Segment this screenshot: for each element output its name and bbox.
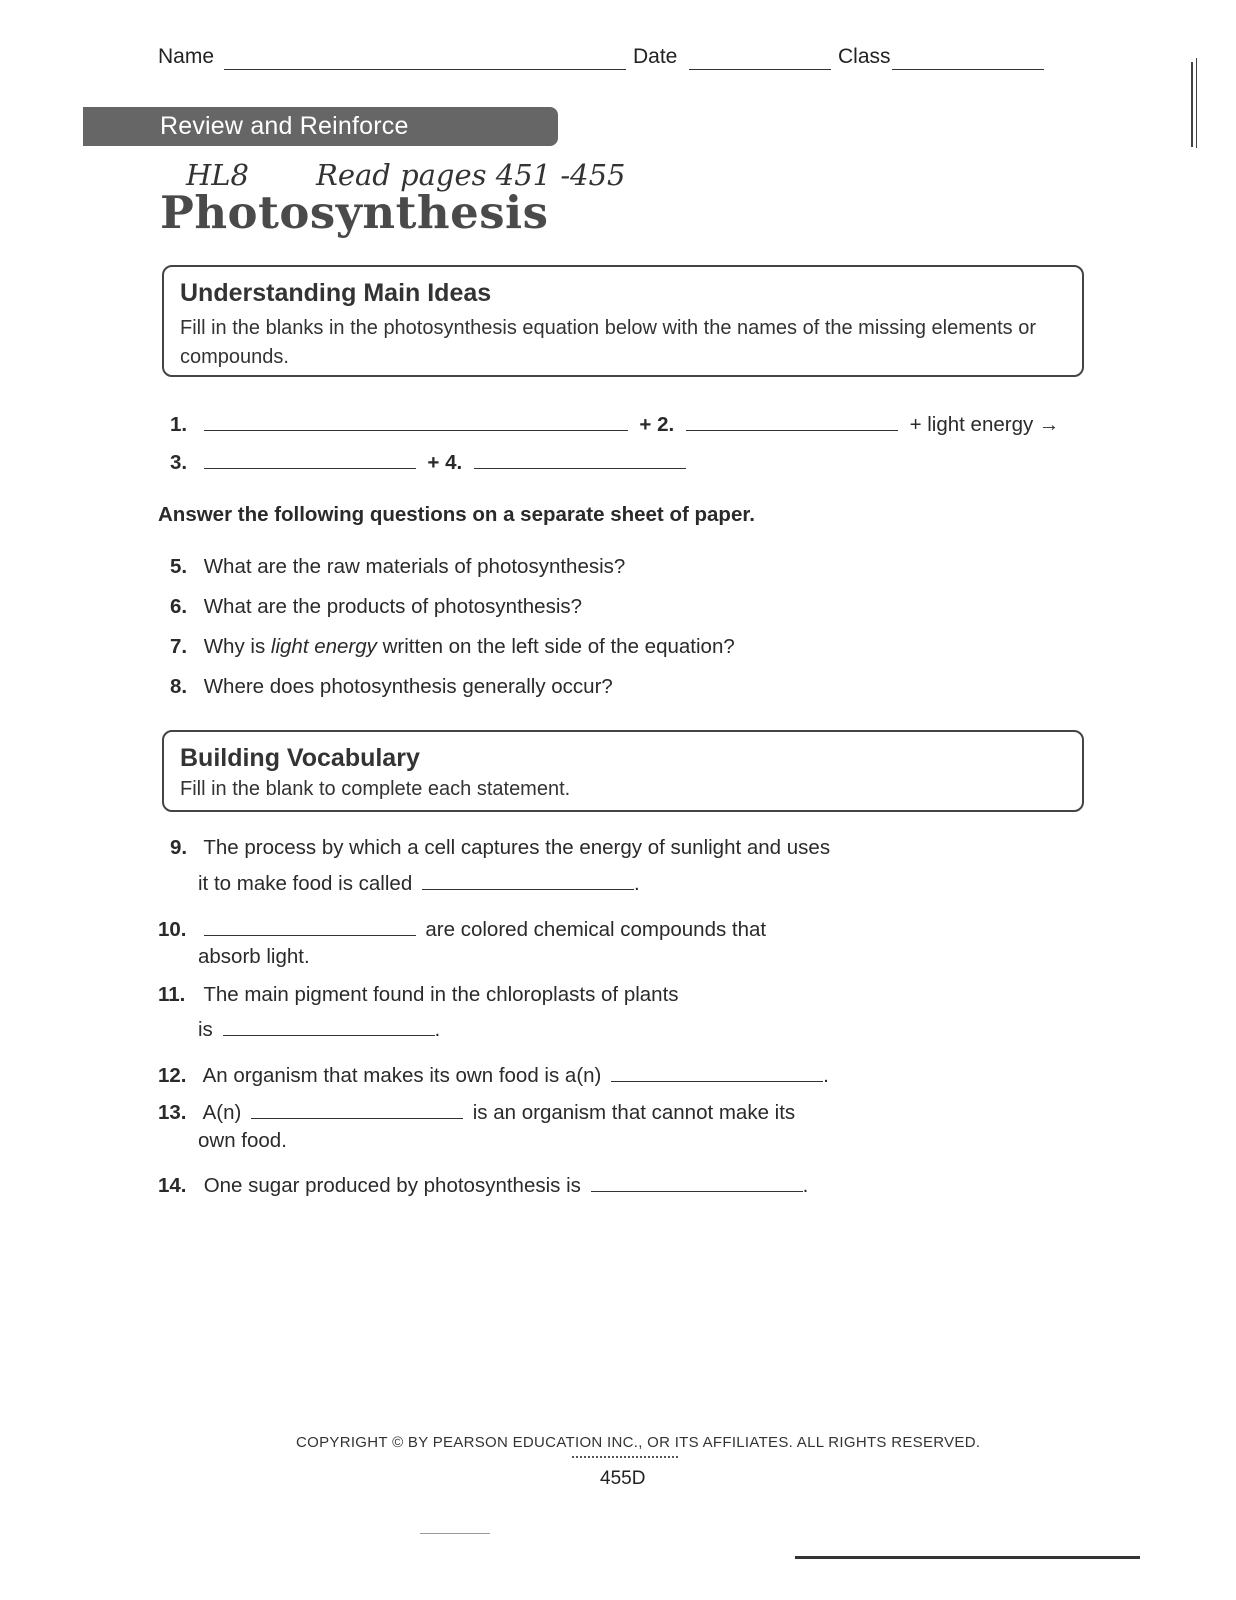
vocab-item-continuation: own food.: [198, 1129, 287, 1152]
vocab-item: [158, 981, 679, 1009]
question-emphasis: light energy: [270, 635, 377, 658]
question-text: it to make food is called: [198, 872, 413, 895]
section-instructions: Fill in the blanks in the photosynthesis equation below with the names of the missing elements or compounds.: [180, 317, 1037, 368]
question-number: 6.: [170, 595, 188, 618]
blank-3[interactable]: [204, 467, 416, 469]
blank-4[interactable]: [474, 467, 686, 469]
page-edge-mark: [1196, 58, 1197, 148]
page-title: Photosynthesis: [160, 186, 549, 239]
equation-line-1: [170, 411, 1059, 439]
vocab-item-continuation: absorb light.: [198, 945, 310, 968]
period: .: [434, 1018, 441, 1041]
name-field[interactable]: [224, 69, 626, 70]
question-text: is: [198, 1018, 213, 1041]
blank-number: 1.: [170, 413, 188, 436]
vocab-item-continuation: [198, 1016, 440, 1044]
answer-blank-12[interactable]: [611, 1080, 823, 1082]
question-text-post: written on the left side of the equation?: [376, 635, 735, 658]
question-number: 7.: [170, 635, 188, 658]
answer-blank-13[interactable]: [251, 1117, 463, 1119]
blank-1[interactable]: [204, 429, 628, 431]
question-number: 8.: [170, 675, 188, 698]
handwritten-note: Read pages 451 -455: [316, 158, 626, 192]
question-item: [170, 633, 735, 661]
question-text: An organism that makes its own food is a(n): [202, 1064, 602, 1087]
handwritten-code: HL8: [186, 158, 249, 192]
section-heading: Building Vocabulary: [180, 744, 420, 772]
question-number: 12.: [158, 1064, 187, 1087]
section-heading: Understanding Main Ideas: [180, 279, 492, 307]
class-label: Class: [838, 45, 891, 68]
class-field[interactable]: [892, 69, 1044, 70]
equation-line-2: [170, 449, 686, 477]
period: .: [633, 872, 640, 895]
question-number: 9.: [170, 836, 188, 859]
plus-label: + 4.: [427, 451, 463, 474]
blank-2[interactable]: [686, 429, 898, 431]
vocabulary-box: [162, 730, 1084, 812]
question-item: [170, 593, 582, 621]
period: .: [823, 1064, 829, 1087]
question-number: 13.: [158, 1101, 187, 1124]
light-energy-label: + light energy →: [909, 413, 1060, 436]
answer-blank-10[interactable]: [204, 934, 416, 936]
section-instructions: Fill in the blank to complete each statement.: [180, 778, 571, 800]
copyright-notice: COPYRIGHT © BY PEARSON EDUCATION INC., OR ITS AFFILIATES. ALL RIGHTS RESERVED.: [296, 1434, 981, 1451]
vocab-item: [158, 1172, 808, 1200]
question-number: 14.: [158, 1174, 187, 1197]
plus-label: + 2.: [639, 413, 675, 436]
date-label: Date: [633, 45, 678, 68]
scan-edge: [420, 1533, 490, 1534]
question-text: The process by which a cell captures the energy of sunlight and uses: [203, 836, 831, 859]
vocab-item: [158, 916, 766, 944]
page-number: 455D: [600, 1468, 646, 1489]
page-edge-mark: [1191, 62, 1193, 147]
vocab-item: [158, 1062, 829, 1090]
question-item: [170, 553, 625, 581]
banner-label: Review and Reinforce: [160, 112, 409, 140]
scan-edge: [795, 1556, 1140, 1559]
vocab-item: [170, 834, 830, 862]
question-text: What are the raw materials of photosynthesis?: [203, 555, 626, 578]
question-text: What are the products of photosynthesis?: [203, 595, 583, 618]
vocab-item: [158, 1099, 795, 1127]
answer-blank-11[interactable]: [223, 1034, 435, 1036]
answer-blank-9[interactable]: [422, 888, 634, 890]
question-text-pre: Why is: [203, 635, 271, 658]
vocab-item-continuation: [198, 870, 640, 898]
main-ideas-box: [162, 265, 1084, 377]
question-text: A(n): [202, 1101, 242, 1124]
question-number: 11.: [158, 983, 186, 1006]
period: .: [802, 1174, 809, 1197]
dotted-divider: [572, 1456, 678, 1458]
question-number: 5.: [170, 555, 188, 578]
question-text: One sugar produced by photosynthesis is: [203, 1174, 581, 1197]
question-text: is an organism that cannot make its: [472, 1101, 796, 1124]
question-text: The main pigment found in the chloroplasts of plants: [203, 983, 679, 1006]
question-number: 10.: [158, 918, 187, 941]
answer-blank-14[interactable]: [591, 1190, 803, 1192]
date-field[interactable]: [689, 69, 831, 70]
question-text: Where does photosynthesis generally occur?: [203, 675, 613, 698]
answer-instruction: Answer the following questions on a separate sheet of paper.: [158, 503, 755, 526]
name-label: Name: [158, 45, 215, 68]
question-text: are colored chemical compounds that: [425, 918, 767, 941]
question-item: [170, 673, 613, 701]
blank-number: 3.: [170, 451, 188, 474]
